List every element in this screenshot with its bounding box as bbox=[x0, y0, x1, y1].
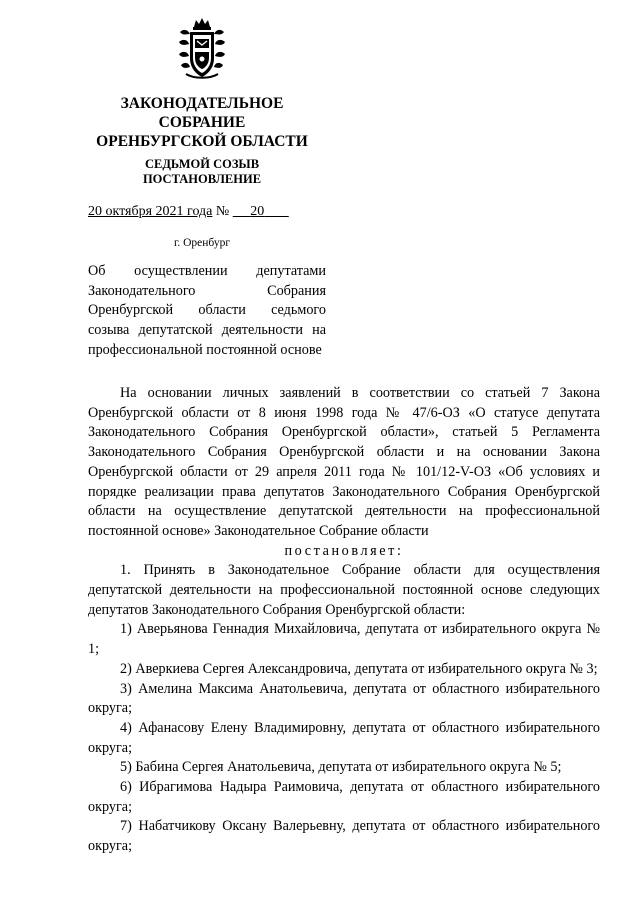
document-number: 20 bbox=[250, 204, 265, 219]
item-1: 1. Принять в Законодательное Собрание области для осуществления депутатской деятельности на профессиональной постоянной основе следующих депутатов Законодательного Собрания Оренбургской области: bbox=[88, 562, 600, 618]
org-name-line-3: ОРЕНБУРГСКОЙ ОБЛАСТИ bbox=[96, 133, 308, 150]
org-name-line-1: ЗАКОНОДАТЕЛЬНОЕ bbox=[120, 95, 284, 112]
deputy-item: 7) Набатчикову Оксану Валерьевну, депутата от областного избирательного округа; bbox=[88, 818, 600, 855]
deputy-item: 2) Аверкиева Сергея Александровича, депутата от избирательного округа № 3; bbox=[120, 660, 598, 677]
org-name-line-2: СОБРАНИЕ bbox=[158, 114, 246, 131]
deputy-item: 1) Аверьянова Геннадия Михайловича, депутата от избирательного округа № 1; bbox=[88, 621, 600, 658]
document-type: ПОСТАНОВЛЕНИЕ bbox=[142, 172, 262, 186]
preamble: На основании личных заявлений в соответствии со статьей 7 Закона Оренбургской области от 8 июня 1998 года № 47/6-ОЗ «О статусе депутата Законодательного Собрания Оренбургской области», статьей 5 Регламента Законодательного Собрания Оренбургской области и на основании Закона Оренбургской области от 29 апреля 2011 года № 101/12-V-ОЗ «Об условиях и порядке реализации права депутатов Законодательного Собрания Оренбургской области на осуществление депутатской деятельности на профессиональной постоянной основе» Законодательное Собрание области bbox=[88, 385, 600, 539]
document-date: 20 октября 2021 года bbox=[88, 204, 213, 219]
deputy-item: 6) Ибрагимова Надыра Раимовича, депутата от областного избирательного округа; bbox=[88, 779, 600, 815]
deputy-item: 5) Бабина Сергея Анатольевича, депутата от избирательного округа № 5; bbox=[120, 759, 562, 776]
document-body bbox=[88, 384, 600, 857]
resolves-word: постановляет: bbox=[284, 542, 404, 559]
date-number-line bbox=[88, 204, 289, 220]
city: г. Оренбург bbox=[173, 237, 231, 249]
convocation: СЕДЬМОЙ СОЗЫВ bbox=[144, 157, 260, 171]
coat-of-arms-icon bbox=[178, 18, 226, 80]
deputy-item: 4) Афанасову Елену Владимировну, депутата от областного избирательного округа; bbox=[88, 719, 600, 756]
deputy-item: 3) Амелина Максима Анатольевича, депутата от областного избирательного округа; bbox=[88, 680, 600, 717]
number-label: № bbox=[215, 204, 230, 219]
document-subject: Об осуществлении депутатами Законодательного Собрания Оренбургской области седьмого созыва депутатской деятельности на профессиональной постоянной основе bbox=[88, 263, 326, 358]
